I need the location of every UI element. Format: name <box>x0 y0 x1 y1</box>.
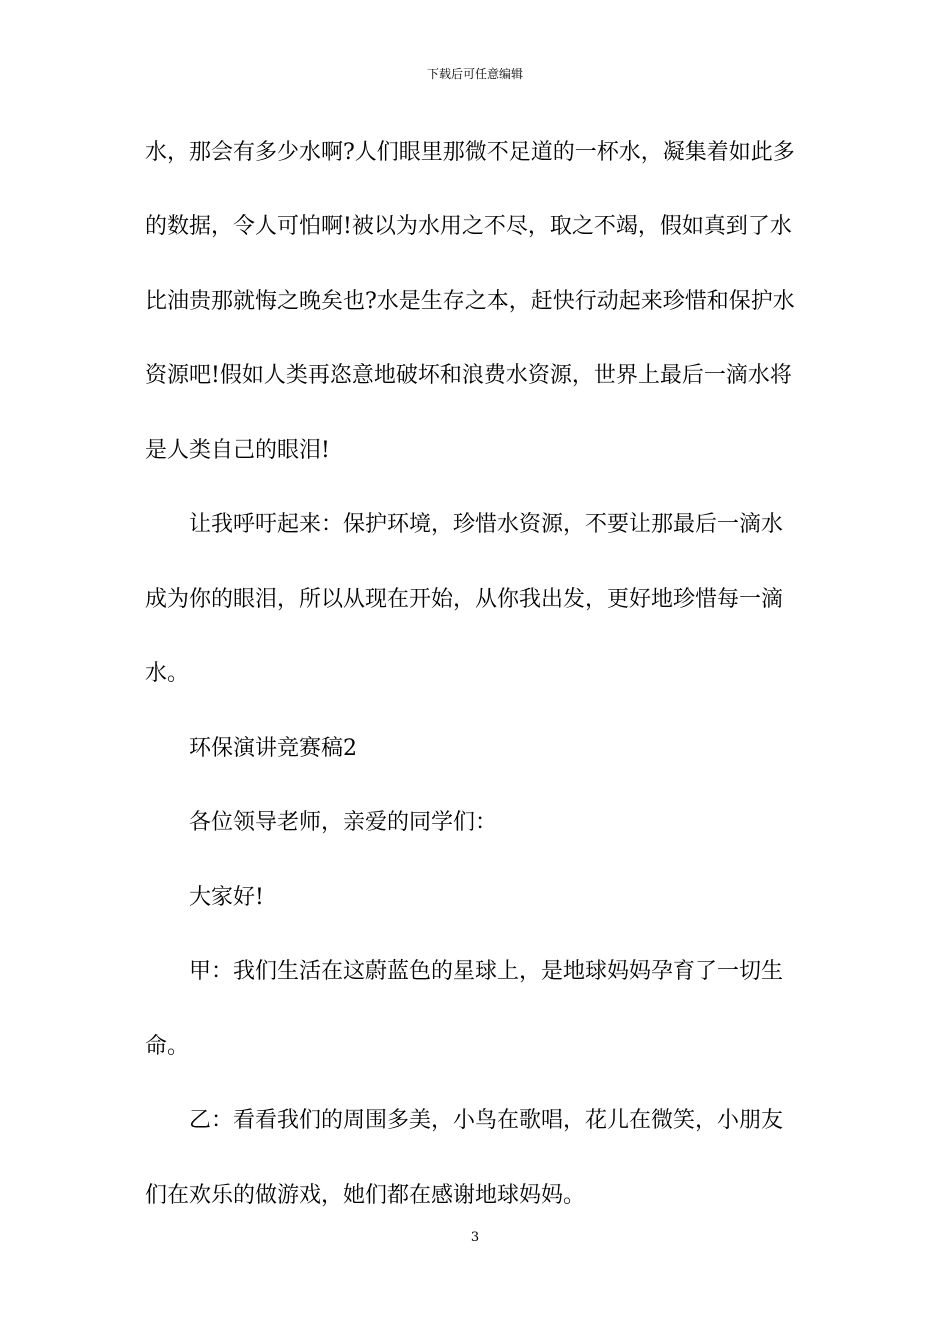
body-line: 们在欢乐的做游戏，她们都在感谢地球妈妈。 <box>145 1183 586 1208</box>
body-line: 水。 <box>145 661 190 686</box>
body-line: 水，那会有多少水啊?人们眼里那微不足道的一杯水，凝集着如此多 <box>145 140 795 165</box>
body-line: 乙：看看我们的周围多美，小鸟在歌唱，花儿在微笑，小朋友 <box>189 1108 784 1133</box>
body-line: 比油贵那就悔之晚矣也?水是生存之本，赶快行动起来珍惜和保护水 <box>145 289 795 314</box>
page-header: 下载后可任意编辑 <box>426 67 523 81</box>
body-line: 成为你的眼泪，所以从现在开始，从你我出发，更好地珍惜每一滴 <box>145 587 784 612</box>
body-line: 命。 <box>145 1034 190 1059</box>
body-line: 资源吧!假如人类再恣意地破坏和浪费水资源，世界上最后一滴水将 <box>145 363 792 388</box>
body-line: 是人类自己的眼泪! <box>145 438 330 463</box>
greeting: 大家好! <box>189 885 264 910</box>
body-line: 的数据，令人可怕啊!被以为水用之不尽，取之不竭，假如真到了水 <box>145 214 792 239</box>
salutation: 各位领导老师，亲爱的同学们： <box>189 810 498 835</box>
section-title: 环保演讲竞赛稿2 <box>189 736 357 761</box>
body-line: 让我呼吁起来：保护环境，珍惜水资源，不要让那最后一滴水 <box>189 512 784 537</box>
page-number: 3 <box>470 1230 480 1245</box>
body-line: 甲：我们生活在这蔚蓝色的星球上，是地球妈妈孕育了一切生 <box>189 959 784 984</box>
